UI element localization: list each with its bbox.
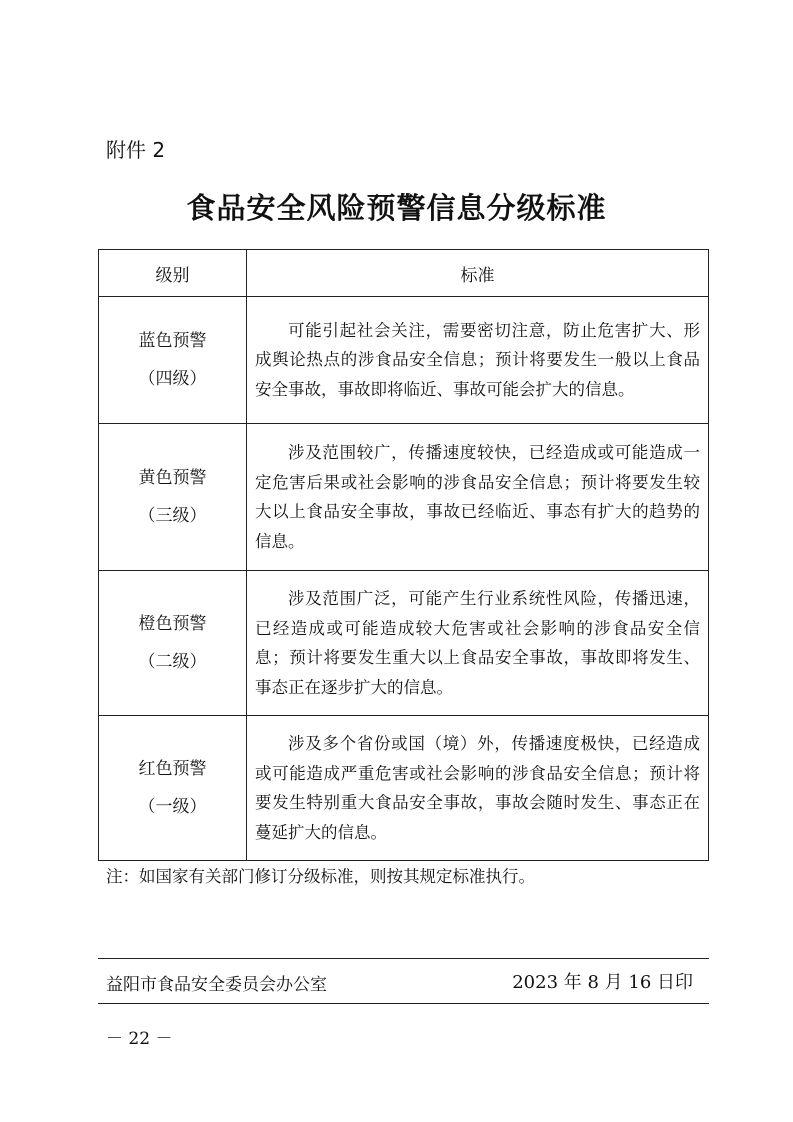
- standard-cell: [247, 424, 709, 571]
- header-standard: 标准: [247, 250, 709, 297]
- standard-description: 涉及范围广泛，可能产生行业系统性风险，传播迅速，已经造成或可能造成较大危害或社会影响的涉食品安全信息；预计将要发生重大以上食品安全事故，事故即将发生、事态正在逐步扩大的信息。: [255, 589, 700, 697]
- standard-cell: [247, 716, 709, 861]
- table-header-row: [99, 250, 709, 297]
- table-row: [99, 424, 709, 571]
- table-row: [99, 571, 709, 716]
- level-grade: （一级）: [138, 797, 207, 817]
- footer-bottom-rule: [98, 1003, 709, 1004]
- level-cell: [99, 716, 247, 861]
- level-name: 红色预警: [138, 759, 207, 779]
- level-name: 蓝色预警: [138, 331, 207, 351]
- standard-cell: [247, 571, 709, 716]
- level-cell: [99, 571, 247, 716]
- document-title: 食品安全风险预警信息分级标准: [186, 191, 607, 225]
- level-name: 橙色预警: [138, 614, 207, 634]
- page-number: － 22 －: [106, 1029, 173, 1049]
- standard-description: 涉及范围较广，传播速度较快，已经造成或可能造成一定危害后果或社会影响的涉食品安全信息；预计将要发生较大以上食品安全事故，事故已经临近、事态有扩大的趋势的信息。: [255, 443, 700, 551]
- level-cell: [99, 424, 247, 571]
- warning-level-table: [98, 249, 709, 861]
- level-cell: [99, 297, 247, 424]
- standard-cell: [247, 297, 709, 424]
- issuing-office: 益阳市食品安全委员会办公室: [106, 975, 327, 995]
- standard-description: 涉及多个省份或国（境）外，传播速度极快，已经造成或可能造成严重危害或社会影响的涉食品安全信息；预计将要发生特别重大食品安全事故，事故会随时发生、事态正在蔓延扩大的信息。: [255, 734, 700, 842]
- level-grade: （三级）: [138, 506, 207, 526]
- table-row: [99, 716, 709, 861]
- header-level: 级别: [99, 250, 247, 297]
- level-grade: （二级）: [138, 652, 207, 672]
- footnote: 注：如国家有关部门修订分级标准，则按其规定标准执行。: [106, 867, 535, 886]
- level-name: 黄色预警: [138, 468, 207, 488]
- standard-description: 可能引起社会关注，需要密切注意，防止危害扩大、形成舆论热点的涉食品安全信息；预计将要发生一般以上食品安全事故，事故即将临近、事故可能会扩大的信息。: [255, 320, 700, 399]
- footer-top-rule: [98, 958, 709, 959]
- level-grade: （四级）: [138, 369, 207, 389]
- print-date: 2023 年 8 月 16 日印: [512, 972, 693, 993]
- table-row: [99, 297, 709, 424]
- attachment-label: 附件 2: [106, 138, 166, 162]
